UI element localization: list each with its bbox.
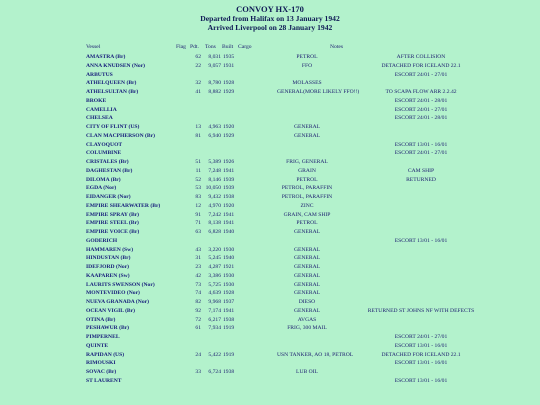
built-value: 1920 bbox=[223, 202, 235, 209]
cargo-value: PETROL bbox=[296, 54, 318, 60]
vessel-name: EMPIRE SHEARWATER (Br) bbox=[86, 202, 161, 209]
built-value: 1929 bbox=[223, 89, 235, 95]
built-value: 1928 bbox=[223, 290, 235, 297]
pdt-value: 61 bbox=[195, 325, 201, 332]
tons-value: 7,248 bbox=[208, 167, 221, 174]
table-row bbox=[0, 211, 540, 220]
cargo-value: PETROL, PARAFFIN bbox=[281, 194, 333, 200]
notes-value: RETURNED ST JOHNS NF WITH DEFECTS bbox=[367, 307, 475, 314]
vessel-name: RIMOUSKI bbox=[86, 360, 116, 367]
vessel-name: CITY OF FLINT (US) bbox=[86, 124, 140, 130]
tons-value: 8,031 bbox=[208, 54, 221, 60]
table-row bbox=[0, 324, 540, 333]
table-row bbox=[0, 254, 540, 263]
tons-value: 8,882 bbox=[208, 89, 221, 95]
table-row bbox=[0, 298, 540, 307]
notes-value: ESCORT 24/01 - 28/01 bbox=[394, 97, 448, 104]
pdt-value: 33 bbox=[195, 369, 201, 375]
tons-value: 8,138 bbox=[208, 220, 221, 227]
vessel-name: EMPIRE STEEL (Br) bbox=[86, 220, 139, 227]
col-built: Built bbox=[222, 44, 234, 50]
table-row bbox=[0, 351, 540, 360]
notes-value: ESCORT 24/01 - 27/01 bbox=[394, 106, 448, 113]
pdt-value: 42 bbox=[195, 272, 201, 279]
tons-value: 7,242 bbox=[208, 211, 221, 218]
cargo-value: PETROL, PARAFFIN bbox=[281, 185, 333, 192]
tons-value: 4,963 bbox=[208, 124, 221, 130]
table-row bbox=[0, 97, 540, 106]
built-value: 1926 bbox=[223, 159, 235, 165]
cargo-value: GENERAL(MORE LIKELY FFO!!) bbox=[277, 89, 360, 95]
vessel-name: HINDUSTAN (Br) bbox=[86, 255, 131, 262]
vessel-name: PESHAWUR (Br) bbox=[86, 325, 130, 332]
table-row bbox=[0, 237, 540, 246]
vessel-name: BROKE bbox=[86, 97, 107, 104]
built-value: 1920 bbox=[223, 124, 235, 130]
cargo-value: LUB OIL bbox=[296, 369, 318, 375]
table-row bbox=[0, 141, 540, 150]
notes-value: CAM SHIP bbox=[407, 167, 435, 174]
table-row bbox=[0, 307, 540, 316]
cargo-value: GENERAL bbox=[293, 281, 321, 288]
cargo-value: GENERAL bbox=[293, 132, 321, 139]
vessel-name: HAMMAREN (Sw) bbox=[86, 246, 134, 253]
notes-value: DETACHED FOR ICELAND 22.1 bbox=[381, 351, 461, 358]
tons-value: 5,245 bbox=[208, 255, 221, 262]
vessel-name: EMPIRE SPRAY (Br) bbox=[86, 211, 140, 218]
pdt-value: 41 bbox=[195, 89, 201, 95]
table-row bbox=[0, 79, 540, 88]
pdt-value: 32 bbox=[195, 80, 201, 87]
tons-value: 3,386 bbox=[208, 272, 221, 279]
pdt-value: 83 bbox=[195, 194, 201, 200]
vessel-name: ST LAURENT bbox=[86, 377, 122, 384]
table-row bbox=[0, 368, 540, 377]
pdt-value: 52 bbox=[195, 176, 201, 183]
table-row bbox=[0, 333, 540, 342]
cargo-value: GENERAL bbox=[293, 255, 321, 262]
table-row bbox=[0, 377, 540, 386]
cargo-value: PETROL bbox=[296, 220, 318, 227]
table-row bbox=[0, 281, 540, 290]
built-value: 1930 bbox=[223, 246, 235, 253]
vessel-name: KAAPAREN (Sw) bbox=[86, 272, 130, 279]
tons-value: 8,146 bbox=[208, 176, 221, 183]
built-value: 1938 bbox=[223, 369, 235, 375]
pdt-value: 13 bbox=[195, 124, 201, 130]
cargo-value: FFO bbox=[301, 62, 313, 69]
table-row bbox=[0, 316, 540, 325]
cargo-value: DIESO bbox=[298, 299, 316, 305]
vessel-name: CHELSEA bbox=[86, 115, 113, 122]
built-value: 1940 bbox=[223, 229, 235, 235]
pdt-value: 71 bbox=[195, 220, 201, 227]
pdt-value: 63 bbox=[195, 229, 201, 235]
vessel-name: CRISTALES (Br) bbox=[86, 159, 129, 165]
tons-value: 5,422 bbox=[208, 351, 221, 358]
vessel-name: QUINTE bbox=[86, 342, 109, 349]
tons-value: 4,287 bbox=[208, 264, 221, 270]
cargo-value: GENERAL bbox=[293, 264, 321, 270]
table-row bbox=[0, 132, 540, 141]
notes-value: RETURNED bbox=[406, 176, 436, 183]
notes-value: DETACHED FOR ICELAND 22.1 bbox=[381, 62, 461, 69]
pdt-value: 51 bbox=[195, 159, 201, 165]
cargo-value: GENERAL bbox=[293, 124, 321, 130]
table-row bbox=[0, 342, 540, 351]
notes-value: ESCORT 13/01 - 16/01 bbox=[394, 360, 448, 367]
built-value: 1937 bbox=[223, 299, 235, 305]
vessel-name: OTINA (Br) bbox=[86, 316, 116, 323]
vessel-name: SOVAC (Br) bbox=[86, 369, 117, 375]
cargo-value: GRAIN, CAM SHIP bbox=[283, 211, 331, 218]
table-row bbox=[0, 219, 540, 228]
convoy-title: CONVOY HX-170 bbox=[236, 4, 304, 14]
vessel-name: ARBUTUS bbox=[86, 71, 113, 78]
table-row bbox=[0, 88, 540, 97]
built-value: 1929 bbox=[223, 132, 235, 139]
cargo-value: GENERAL bbox=[293, 307, 321, 314]
table-row bbox=[0, 149, 540, 158]
cargo-value: PETROL bbox=[296, 176, 318, 183]
vessel-name: CLAN MACPHERSON (Br) bbox=[86, 132, 155, 139]
pdt-value: 73 bbox=[195, 281, 201, 288]
tons-value: 4,639 bbox=[208, 290, 221, 297]
vessel-name: PIMPERNEL bbox=[86, 334, 120, 340]
table-row bbox=[0, 167, 540, 176]
pdt-value: 62 bbox=[195, 54, 201, 60]
pdt-value: 12 bbox=[195, 202, 201, 209]
tons-value: 8,780 bbox=[208, 80, 221, 87]
cargo-value: AVGAS bbox=[297, 316, 317, 323]
cargo-value: FRIG, 300 MAIL bbox=[287, 325, 327, 332]
tons-value: 6,828 bbox=[208, 229, 221, 235]
table-row bbox=[0, 123, 540, 132]
built-value: 1930 bbox=[223, 281, 235, 288]
table-row bbox=[0, 272, 540, 281]
cargo-value: GENERAL bbox=[293, 246, 321, 253]
cargo-value: MOLASSES bbox=[292, 80, 322, 87]
vessel-name: AMASTRA (Br) bbox=[86, 54, 126, 60]
cargo-value: ZINC bbox=[300, 202, 314, 209]
table-row bbox=[0, 228, 540, 237]
built-value: 1941 bbox=[223, 211, 235, 218]
table-row bbox=[0, 289, 540, 298]
tons-value: 3,220 bbox=[208, 246, 221, 253]
table-row bbox=[0, 184, 540, 193]
built-value: 1921 bbox=[223, 264, 235, 270]
vessel-name: ATHELQUEEN (Br) bbox=[86, 80, 137, 87]
notes-value: ESCORT 13/01 - 16/01 bbox=[394, 141, 448, 148]
vessel-name: DILOMA (Br) bbox=[86, 176, 121, 183]
built-value: 1919 bbox=[223, 325, 235, 332]
table-row bbox=[0, 53, 540, 62]
built-value: 1919 bbox=[223, 351, 235, 358]
pdt-value: 74 bbox=[195, 290, 201, 297]
vessel-name: RAPIDAN (US) bbox=[86, 351, 125, 358]
departed-line: Departed from Halifax on 13 January 1942 bbox=[200, 14, 340, 23]
built-value: 1941 bbox=[223, 220, 235, 227]
built-value: 1935 bbox=[223, 54, 235, 60]
table-row bbox=[0, 114, 540, 123]
col-notes: Notes bbox=[330, 44, 344, 50]
tons-value: 7,174 bbox=[208, 307, 221, 314]
cargo-value: GRAIN bbox=[298, 167, 316, 174]
pdt-value: 92 bbox=[195, 307, 201, 314]
vessel-name: COLUMBINE bbox=[86, 150, 122, 157]
pdt-value: 72 bbox=[195, 316, 201, 323]
notes-value: ESCORT 24/01 - 27/01 bbox=[394, 150, 448, 157]
tons-value: 6,724 bbox=[208, 369, 221, 375]
pdt-value: 53 bbox=[195, 185, 201, 192]
notes-value: ESCORT 24/01 - 27/01 bbox=[394, 334, 448, 340]
tons-value: 10,050 bbox=[205, 185, 221, 192]
notes-value: ESCORT 13/01 - 16/01 bbox=[394, 237, 448, 244]
vessel-name: EMPIRE VOICE (Br) bbox=[86, 229, 140, 235]
vessel-name: OCEAN VIGIL (Br) bbox=[86, 307, 136, 314]
built-value: 1938 bbox=[223, 316, 235, 323]
vessel-name: EGDA (Nor) bbox=[86, 185, 117, 192]
tons-value: 6,217 bbox=[208, 316, 221, 323]
pdt-value: 81 bbox=[195, 132, 201, 139]
table-row bbox=[0, 176, 540, 185]
built-value: 1928 bbox=[223, 80, 235, 87]
table-row bbox=[0, 62, 540, 71]
tons-value: 9,968 bbox=[208, 299, 221, 305]
built-value: 1931 bbox=[223, 62, 235, 69]
table-row bbox=[0, 71, 540, 80]
col-tons: Tons bbox=[205, 44, 216, 50]
col-pdt: Pdt. bbox=[190, 44, 199, 50]
built-value: 1938 bbox=[223, 194, 235, 200]
notes-value: ESCORT 13/01 - 16/01 bbox=[394, 377, 448, 384]
pdt-value: 24 bbox=[195, 351, 201, 358]
col-cargo: Cargo bbox=[238, 44, 252, 50]
tons-value: 5,389 bbox=[208, 159, 221, 165]
pdt-value: 23 bbox=[195, 264, 201, 270]
notes-value: AFTER COLLISION bbox=[396, 54, 446, 60]
tons-value: 5,725 bbox=[208, 281, 221, 288]
built-value: 1939 bbox=[223, 176, 235, 183]
col-vessel: Vessel bbox=[86, 44, 101, 50]
table-row bbox=[0, 359, 540, 368]
tons-value: 9,057 bbox=[208, 62, 221, 69]
vessel-name: DAGHESTAN (Br) bbox=[86, 167, 133, 174]
notes-value: ESCORT 24/01 - 27/01 bbox=[394, 71, 448, 78]
built-value: 1940 bbox=[223, 255, 235, 262]
cargo-value: FRIG, GENERAL bbox=[286, 159, 328, 165]
vessel-name: MONTEVIDEO (Nor) bbox=[86, 290, 140, 297]
built-value: 1930 bbox=[223, 272, 235, 279]
vessel-name: CAMELLIA bbox=[86, 106, 117, 113]
cargo-value: USN TANKER, AO 18, PETROL bbox=[277, 351, 354, 358]
vessel-name: IDEFJORD (Nor) bbox=[86, 264, 130, 270]
built-value: 1941 bbox=[223, 307, 235, 314]
tons-value: 4,970 bbox=[208, 202, 221, 209]
table-row bbox=[0, 263, 540, 272]
vessel-name: CLAYOQUOT bbox=[86, 141, 123, 148]
pdt-value: 11 bbox=[195, 167, 201, 174]
table-row bbox=[0, 158, 540, 167]
built-value: 1941 bbox=[223, 167, 235, 174]
tons-value: 7,934 bbox=[208, 325, 221, 332]
vessel-name: ANNA KNUDSEN (Nor) bbox=[86, 62, 146, 69]
pdt-value: 91 bbox=[195, 211, 201, 218]
vessel-name: NUEVA GRANADA (Nor) bbox=[86, 299, 149, 305]
cargo-value: GENERAL bbox=[293, 229, 321, 235]
notes-value: TO SCAPA FLOW ARR 2.2.42 bbox=[385, 89, 457, 95]
pdt-value: 31 bbox=[195, 255, 201, 262]
pdt-value: 82 bbox=[195, 299, 201, 305]
cargo-value: GENERAL bbox=[293, 272, 321, 279]
vessel-name: LAURITS SWENSON (Nor) bbox=[86, 281, 155, 288]
table-row bbox=[0, 246, 540, 255]
col-flag: Flag bbox=[176, 44, 186, 50]
notes-value: ESCORT 24/01 - 28/01 bbox=[394, 115, 448, 122]
tons-value: 9,432 bbox=[208, 194, 221, 200]
vessel-name: EIDANGER (Nor) bbox=[86, 194, 131, 200]
table-row bbox=[0, 106, 540, 115]
table-row bbox=[0, 202, 540, 211]
notes-value: ESCORT 13/01 - 16/01 bbox=[394, 342, 448, 349]
pdt-value: 43 bbox=[195, 246, 201, 253]
cargo-value: GENERAL bbox=[293, 290, 321, 297]
table-row bbox=[0, 193, 540, 202]
arrived-line: Arrived Liverpool on 28 January 1942 bbox=[207, 23, 333, 32]
tons-value: 6,940 bbox=[208, 132, 221, 139]
built-value: 1939 bbox=[223, 185, 235, 192]
vessel-name: GODERICH bbox=[86, 237, 118, 244]
vessel-name: ATHELSULTAN (Br) bbox=[86, 89, 139, 95]
pdt-value: 22 bbox=[195, 62, 201, 69]
